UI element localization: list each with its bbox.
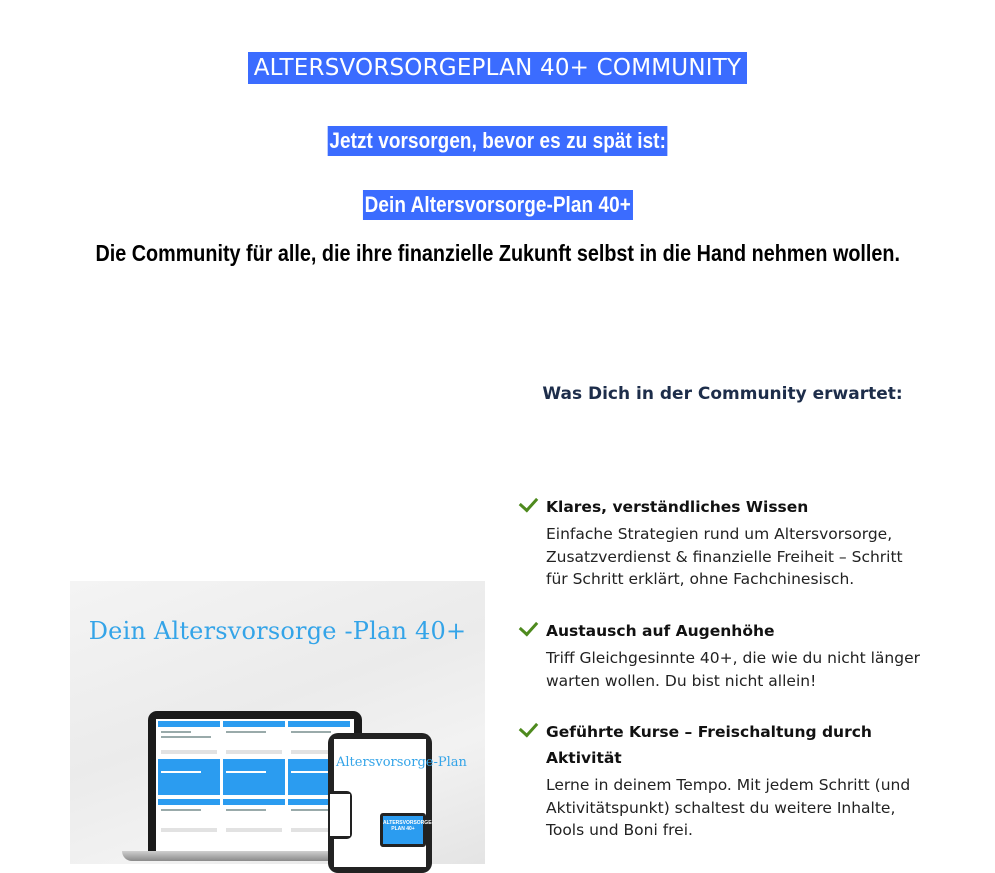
- laptop-screen: [156, 719, 354, 851]
- feature-item: [520, 494, 940, 591]
- feature-description: Einfache Strategien rund um Altersvorsorge, Zusatzverdienst & finanzielle Freiheit – Schritt für Schritt erklärt, ohne Fachchinesisch.: [546, 525, 903, 588]
- feature-title: Geführte Kurse – Freischaltung durch Aktivität: [546, 723, 872, 767]
- mini-laptop-label: ALTERSVORSORGE-PLAN 40+: [380, 813, 426, 847]
- check-icon: [519, 493, 539, 513]
- promo-image: [70, 581, 485, 864]
- subtitle-1: Jetzt vorsorgen, bevor es zu spät ist:: [327, 126, 667, 156]
- page-title: ALTERSVORSORGEPLAN 40+ COMMUNITY: [248, 52, 747, 84]
- tagline: Die Community für alle, die ihre finanzielle Zukunft selbst in die Hand nehmen wollen.: [95, 240, 900, 266]
- subtitle-2-wrap: [0, 190, 995, 220]
- check-icon: [519, 718, 539, 738]
- subtitle-2: Dein Altersvorsorge-Plan 40+: [363, 190, 633, 220]
- feature-item: [520, 719, 940, 842]
- page-title-wrap: [0, 52, 995, 84]
- feature-item: [520, 618, 940, 692]
- tagline-wrap: [0, 240, 995, 267]
- section-title: Was Dich in der Community erwartet:: [542, 384, 903, 404]
- subtitle-1-wrap: [0, 126, 995, 156]
- feature-description: Triff Gleichgesinnte 40+, die wie du nicht länger warten wollen. Du bist nicht allein!: [546, 649, 920, 690]
- feature-description: Lerne in deinem Tempo. Mit jedem Schritt (und Aktivitätspunkt) schaltest du weitere Inhalte, Tools und Boni frei.: [546, 776, 911, 839]
- tablet-title: Altersvorsorge-Plan: [336, 755, 467, 770]
- check-icon: [519, 617, 539, 637]
- phone-mockup: [328, 791, 352, 839]
- promo-title: Dein Altersvorsorge -Plan 40+: [88, 617, 467, 645]
- feature-title: Austausch auf Augenhöhe: [546, 622, 775, 640]
- feature-title: Klares, verständliches Wissen: [546, 498, 809, 516]
